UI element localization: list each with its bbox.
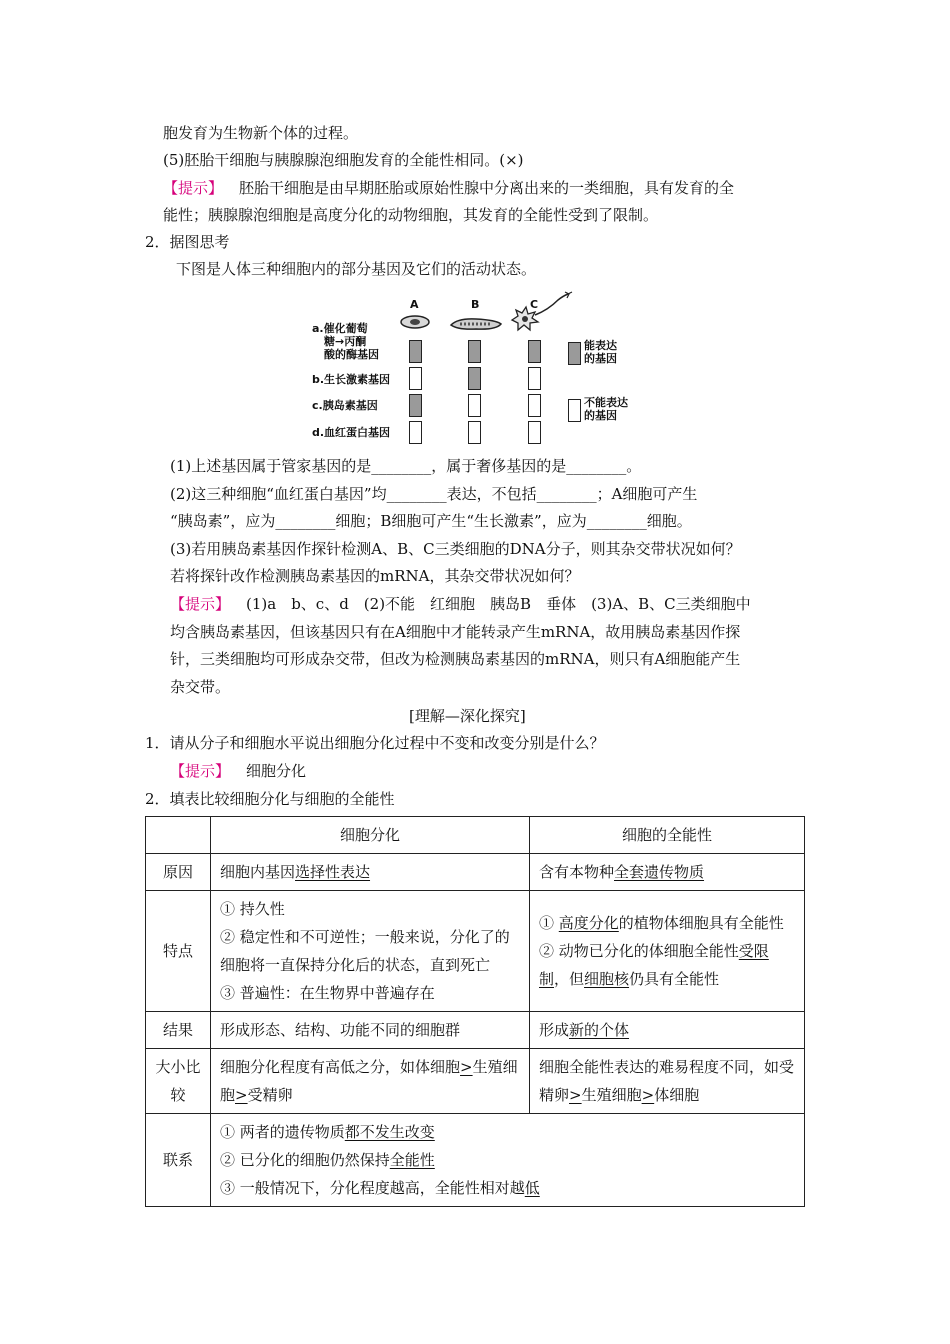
gene-state-box [528, 394, 541, 417]
legend-box-expressed [568, 342, 581, 365]
tip-text-continued: 均含胰岛素基因，但该基因只有在A细胞中才能转录产生mRNA，故用胰岛素基因作探 [170, 623, 741, 641]
cell-text: ① [539, 914, 559, 932]
cell-c-illustration [508, 290, 574, 334]
cell-text: 细胞全能性表达的难易程度不同，如受精卵 [539, 1058, 795, 1104]
table-cell: 形成形态、结构、功能不同的细胞群 [211, 1012, 530, 1049]
gene-state-box [528, 367, 541, 390]
question-3: (3)若用胰岛素基因作探针检测A、B、C三类细胞的DNA分子，则其杂交带状况如何？ [170, 540, 741, 558]
tip-text: (1)a b、c、d (2)不能 红细胞 胰岛B 垂体 (3)A、B、C三类细胞中 [246, 595, 751, 613]
gene-state-box [528, 340, 541, 363]
gene-label-a [312, 322, 379, 361]
table-cell [211, 891, 530, 1012]
cell-answer: 高度分化 [558, 914, 619, 932]
column-label-a: A [410, 298, 419, 311]
table-row [146, 854, 805, 891]
cell-text: ② 已分化的细胞仍然保持 [220, 1151, 390, 1169]
cell-paragraph [539, 909, 795, 937]
table-header-row [146, 817, 805, 854]
cell-text: ② 动物已分化的体细胞全能性 [539, 942, 739, 960]
question-2-continued: “胰岛素”，应为________细胞；B细胞可产生“生长激素”，应为________细胞。 [170, 512, 692, 530]
cell-answer: 新的个体 [569, 1021, 630, 1039]
gene-state-box [409, 367, 422, 390]
gene-label-c: c.胰岛素基因 [312, 399, 378, 412]
cell-a-illustration [398, 312, 434, 332]
cell-answer: 细胞核 [584, 970, 630, 988]
cell-answer: 全套遗传物质 [614, 863, 705, 881]
cell-answer: > [235, 1086, 248, 1104]
gene-state-box [528, 421, 541, 444]
tip-label: 【提示】 [163, 179, 224, 197]
gene-state-box [409, 340, 422, 363]
cell-text: 生殖细胞 [581, 1086, 642, 1104]
row-label: 大小比较 [146, 1049, 211, 1114]
gene-state-box [409, 421, 422, 444]
table-cell [530, 1012, 805, 1049]
section-description: 下图是人体三种细胞内的部分基因及它们的活动状态。 [176, 260, 537, 278]
cell-b-illustration [448, 316, 504, 332]
cell-text: ① 两者的遗传物质 [220, 1123, 345, 1141]
gene-label-line: 酸的酶基因 [324, 348, 379, 361]
table-cell [211, 1049, 530, 1114]
cell-text: ③ 一般情况下，分化程度越高，全能性相对越 [220, 1179, 525, 1197]
gene-activity-figure [312, 296, 652, 446]
legend-line: 的基因 [584, 409, 617, 422]
row-label: 联系 [146, 1114, 211, 1207]
cell-text: 生殖细胞 [220, 1058, 518, 1104]
cell-text: ，但 [554, 970, 585, 988]
answer-tip [170, 760, 306, 782]
table-cell [530, 854, 805, 891]
question-5: (5)胚胎干细胞与胰腺腺泡细胞发育的全能性相同。(×) [163, 151, 524, 169]
row-label: 结果 [146, 1012, 211, 1049]
cell-paragraph: ① 持久性 [220, 900, 285, 918]
table-row [146, 891, 805, 1012]
question-3-continued: 若将探针改作检测胰岛素基因的mRNA，其杂交带状况如何？ [170, 567, 580, 585]
table-cell [530, 1049, 805, 1114]
cell-text: 细胞内基因 [220, 863, 296, 881]
gene-state-box [468, 367, 481, 390]
tip-text: 细胞分化 [246, 762, 307, 780]
tip-paragraph [163, 177, 734, 199]
legend-line: 能表达 [584, 339, 617, 352]
gene-state-box [468, 421, 481, 444]
tip-text: 胚胎干细胞是由早期胚胎或原始性腺中分离出来的一类细胞，具有发育的全 [239, 179, 735, 197]
gene-state-box [468, 340, 481, 363]
cell-text: 细胞分化程度有高低之分，如体细胞 [220, 1058, 461, 1076]
comparison-table [145, 816, 805, 1207]
section-title: [理解—深化探究] [409, 707, 526, 725]
question-item-2: 2．填表比较细胞分化与细胞的全能性 [145, 790, 395, 808]
table-cell [530, 891, 805, 1012]
row-label: 特点 [146, 891, 211, 1012]
tip-text-continued: 杂交带。 [170, 678, 231, 696]
cell-paragraph [220, 1118, 795, 1146]
gene-state-box [409, 394, 422, 417]
cell-paragraph: ② 稳定性和不可逆性；一般来说，分化了的细胞将一直保持分化后的状态，直到死亡 [220, 928, 510, 974]
tip-text-continued: 能性；胰腺腺泡细胞是高度分化的动物细胞，其发育的全能性受到了限制。 [163, 206, 659, 224]
cell-answer: 受限制 [539, 942, 769, 988]
cell-paragraph [539, 937, 795, 993]
answer-tip [170, 593, 751, 615]
cell-text: 形成 [539, 1021, 570, 1039]
cell-answer: 选择性表达 [295, 863, 371, 881]
cell-text: 体细胞 [654, 1086, 700, 1104]
gene-label-line: 糖→丙酮 [324, 335, 367, 348]
cell-text: 受精卵 [247, 1086, 293, 1104]
table-header-cell: 细胞的全能性 [530, 817, 805, 854]
cell-answer: > [460, 1058, 473, 1076]
gene-label-d: d.血红蛋白基因 [312, 426, 391, 439]
table-cell [211, 854, 530, 891]
table-row [146, 1114, 805, 1207]
column-label-c: C [530, 298, 539, 311]
table-corner-cell [146, 817, 211, 854]
cell-answer: > [569, 1086, 582, 1104]
question-2: (2)这三种细胞“血红蛋白基因”均________表达，不包括________；A细胞可产生 [170, 485, 698, 503]
cell-paragraph: ③ 普遍性：在生物界中普遍存在 [220, 984, 435, 1002]
row-label: 原因 [146, 854, 211, 891]
table-row [146, 1049, 805, 1114]
cell-paragraph [220, 1146, 795, 1174]
question-1: (1)上述基因属于管家基因的是________，属于奢侈基因的是________。 [170, 457, 642, 475]
cell-answer: > [641, 1086, 655, 1104]
cell-text: 含有本物种 [539, 863, 615, 881]
gene-label-line: a.催化葡萄 [312, 322, 368, 335]
cell-answer: 都不发生改变 [344, 1123, 435, 1141]
legend-box-not-expressed [568, 399, 581, 422]
legend-line: 的基因 [584, 352, 617, 365]
cell-answer: 低 [524, 1179, 540, 1197]
column-label-b: B [471, 298, 480, 311]
intro-line: 胞发育为生物新个体的过程。 [163, 124, 359, 142]
section-heading: 2．据图思考 [145, 233, 230, 251]
cell-text: 仍具有全能性 [629, 970, 720, 988]
question-item-1: 1．请从分子和细胞水平说出细胞分化过程中不变和改变分别是什么？ [145, 734, 605, 752]
gene-state-box [468, 394, 481, 417]
tip-label: 【提示】 [170, 595, 231, 613]
tip-label: 【提示】 [170, 762, 231, 780]
table-header-cell: 细胞分化 [211, 817, 530, 854]
cell-text: 的植物体细胞具有全能性 [618, 914, 784, 932]
legend-label-not-expressed [584, 396, 628, 422]
tip-text-continued: 针，三类细胞均可形成杂交带，但改为检测胰岛素基因的mRNA，则只有A细胞能产生 [170, 650, 741, 668]
cell-answer: 全能性 [389, 1151, 435, 1169]
gene-label-b: b.生长激素基因 [312, 373, 391, 386]
legend-line: 不能表达 [584, 396, 628, 409]
table-cell [211, 1114, 805, 1207]
table-row [146, 1012, 805, 1049]
cell-paragraph [220, 1174, 795, 1202]
legend-label-expressed [584, 339, 617, 365]
